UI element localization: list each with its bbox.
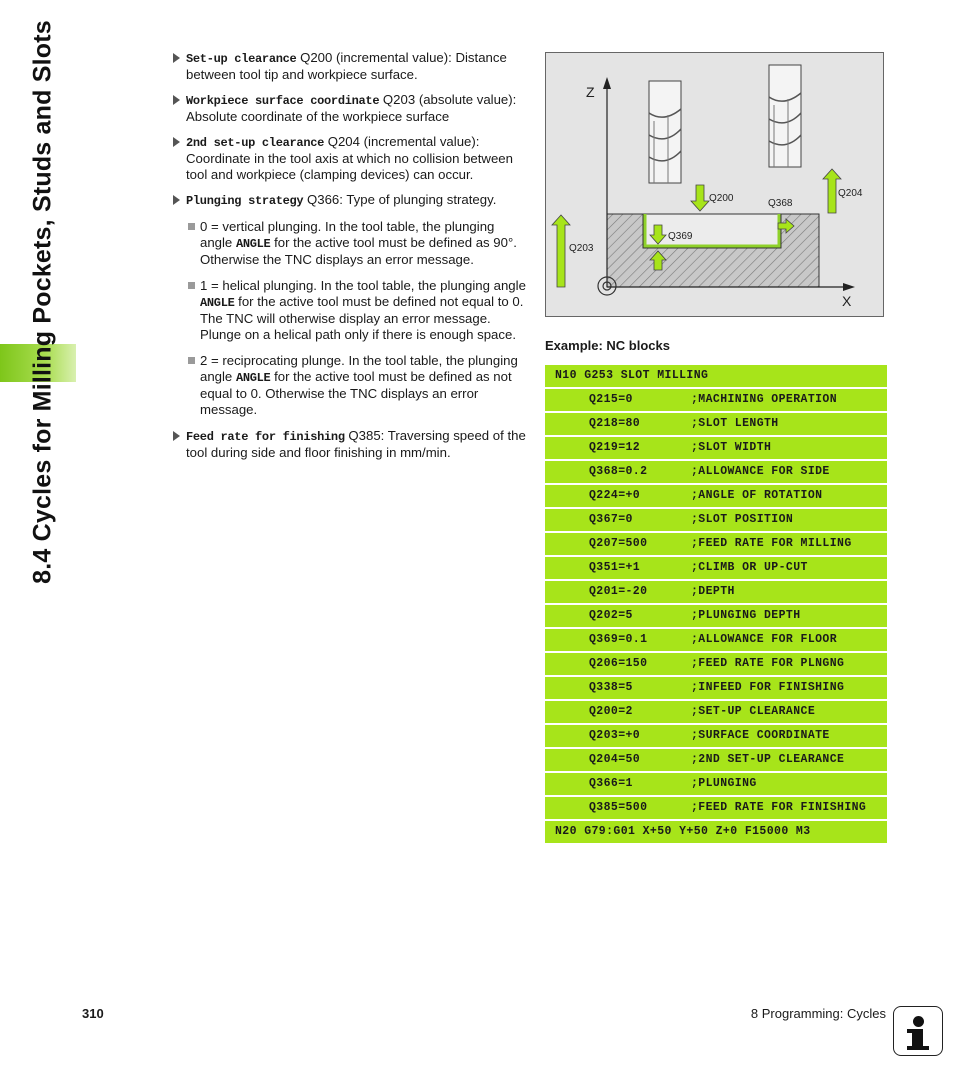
nc-code: Q201=-20 xyxy=(589,585,648,598)
nc-code: Q385=500 xyxy=(589,801,648,814)
option-text: for the active tool must be defined as not equal to 0. Otherwise the TNC displays an error message. xyxy=(200,369,512,417)
nc-code: Q367=0 xyxy=(589,513,633,526)
table-row xyxy=(545,581,887,603)
param-plunging-strategy xyxy=(172,192,528,209)
nc-code: Q366=1 xyxy=(589,777,633,790)
label-x: X xyxy=(842,293,852,309)
nc-code: Q224=+0 xyxy=(589,489,641,502)
param-name: Workpiece surface coordinate xyxy=(186,94,380,108)
chapter-title-text: 8.4 Cycles for Milling Pockets, Studs and Slots xyxy=(28,20,57,584)
param-name: 2nd set-up clearance xyxy=(186,136,325,150)
param-2nd-setup-clearance xyxy=(172,134,528,183)
param-desc: Q203 (absolute value): Absolute coordinate of the workpiece surface xyxy=(186,92,517,124)
nc-code: Q200=2 xyxy=(589,705,633,718)
label-q203: Q203 xyxy=(569,243,594,254)
option-text: 1 = helical plunging. In the tool table, the plunging angle xyxy=(200,278,526,293)
param-desc: Q200 (incremental value): Distance between tool tip and workpiece surface. xyxy=(186,50,507,82)
nc-comment: ;DEPTH xyxy=(691,585,735,598)
nc-comment: ;2ND SET-UP CLEARANCE xyxy=(691,753,845,766)
nc-comment: ;ANGLE OF ROTATION xyxy=(691,489,823,502)
nc-comment: ;SLOT WIDTH xyxy=(691,441,772,454)
info-icon xyxy=(893,1006,943,1056)
table-row xyxy=(545,533,887,555)
triangle-bullet-icon xyxy=(173,195,180,205)
param-desc: Q366: Type of plunging strategy. xyxy=(303,192,497,207)
nc-code: Q215=0 xyxy=(589,393,633,406)
nc-comment: ;ALLOWANCE FOR SIDE xyxy=(691,465,830,478)
option-text: for the active tool must be defined as 90°. Otherwise the TNC displays an error message. xyxy=(200,235,517,267)
q200-arrow-icon xyxy=(691,185,709,211)
table-row xyxy=(545,413,887,435)
slot-milling-diagram xyxy=(545,52,884,317)
table-row xyxy=(545,797,887,819)
option-text: 2 = reciprocating plunge. In the tool table, the plunging angle xyxy=(200,353,518,384)
option-reciprocating xyxy=(172,353,528,418)
table-row xyxy=(545,461,887,483)
nc-comment: ;SLOT LENGTH xyxy=(691,417,779,430)
square-bullet-icon xyxy=(188,282,195,289)
table-row xyxy=(545,677,887,699)
label-q369: Q369 xyxy=(668,231,693,242)
table-row xyxy=(545,437,887,459)
nc-code: Q219=12 xyxy=(589,441,641,454)
table-row xyxy=(545,773,887,795)
table-row xyxy=(545,389,887,411)
nc-comment: ;SET-UP CLEARANCE xyxy=(691,705,816,718)
z-arrow-icon xyxy=(603,77,611,89)
table-row xyxy=(545,557,887,579)
x-arrow-icon xyxy=(843,283,855,291)
nc-code: Q202=5 xyxy=(589,609,633,622)
diagram-svg xyxy=(546,53,883,316)
square-bullet-icon xyxy=(188,223,195,230)
table-row xyxy=(545,749,887,771)
nc-comment: ;MACHINING OPERATION xyxy=(691,393,838,406)
q203-arrow-icon xyxy=(552,215,570,287)
nc-comment: ;INFEED FOR FINISHING xyxy=(691,681,845,694)
triangle-bullet-icon xyxy=(173,137,180,147)
nc-comment: ;FEED RATE FOR MILLING xyxy=(691,537,852,550)
nc-code: Q218=80 xyxy=(589,417,641,430)
nc-code: Q204=50 xyxy=(589,753,641,766)
param-name: Set-up clearance xyxy=(186,52,297,66)
example-title: Example: NC blocks xyxy=(545,338,670,353)
nc-last-line: N20 G79:G01 X+50 Y+50 Z+0 F15000 M3 xyxy=(555,825,811,838)
nc-code: Q351=+1 xyxy=(589,561,641,574)
chapter-side-title xyxy=(0,0,80,1091)
nc-code: Q206=150 xyxy=(589,657,648,670)
nc-code: Q203=+0 xyxy=(589,729,641,742)
label-z: Z xyxy=(586,84,595,100)
nc-first-line: N10 G253 SLOT MILLING xyxy=(555,369,709,382)
param-setup-clearance xyxy=(172,50,528,83)
nc-comment: ;PLUNGING DEPTH xyxy=(691,609,801,622)
triangle-bullet-icon xyxy=(173,53,180,63)
nc-row-last xyxy=(545,821,887,843)
param-name: Feed rate for finishing xyxy=(186,430,345,444)
param-feed-rate-finishing xyxy=(172,428,528,461)
nc-code: Q207=500 xyxy=(589,537,648,550)
option-text: for the active tool must be defined not equal to 0. The TNC will otherwise display an error message. Plunge on a helical path only if there is enough space. xyxy=(200,294,524,342)
nc-comment: ;SLOT POSITION xyxy=(691,513,794,526)
footer-chapter: 8 Programming: Cycles xyxy=(750,1006,886,1021)
nc-code: Q369=0.1 xyxy=(589,633,648,646)
parameter-list xyxy=(172,50,528,470)
label-q204: Q204 xyxy=(838,188,863,199)
square-bullet-icon xyxy=(188,357,195,364)
table-row xyxy=(545,701,887,723)
option-helical xyxy=(172,278,528,343)
nc-comment: ;CLIMB OR UP-CUT xyxy=(691,561,808,574)
table-row xyxy=(545,605,887,627)
param-workpiece-surface xyxy=(172,92,528,125)
nc-code: Q368=0.2 xyxy=(589,465,648,478)
keyword-angle: ANGLE xyxy=(235,237,271,251)
milling-tool-right xyxy=(769,65,801,167)
slot-cutout xyxy=(643,214,781,248)
param-name: Plunging strategy xyxy=(186,194,304,208)
table-row xyxy=(545,509,887,531)
option-vertical xyxy=(172,219,528,268)
label-q368: Q368 xyxy=(768,198,793,209)
page-number: 310 xyxy=(82,1006,104,1021)
param-desc: Q204 (incremental value): Coordinate in the tool axis at which no collision between tool and workpiece (clamping devices) can occur. xyxy=(186,134,513,182)
nc-comment: ;FEED RATE FOR FINISHING xyxy=(691,801,867,814)
option-text: 0 = vertical plunging. In the tool table, the plunging angle xyxy=(200,219,495,250)
nc-row-first xyxy=(545,365,887,387)
param-desc: Q385: Traversing speed of the tool during side and floor finishing in mm/min. xyxy=(186,428,526,460)
triangle-bullet-icon xyxy=(173,431,180,441)
milling-tool-left xyxy=(649,81,681,183)
keyword-angle: ANGLE xyxy=(200,296,235,310)
nc-comment: ;PLUNGING xyxy=(691,777,757,790)
triangle-bullet-icon xyxy=(173,95,180,105)
keyword-angle: ANGLE xyxy=(235,371,271,385)
label-q200: Q200 xyxy=(709,193,734,204)
nc-code: Q338=5 xyxy=(589,681,633,694)
nc-block-list xyxy=(545,365,887,845)
table-row xyxy=(545,485,887,507)
nc-comment: ;ALLOWANCE FOR FLOOR xyxy=(691,633,838,646)
table-row xyxy=(545,653,887,675)
nc-comment: ;SURFACE COORDINATE xyxy=(691,729,830,742)
table-row xyxy=(545,629,887,651)
table-row xyxy=(545,725,887,747)
nc-comment: ;FEED RATE FOR PLNGNG xyxy=(691,657,845,670)
